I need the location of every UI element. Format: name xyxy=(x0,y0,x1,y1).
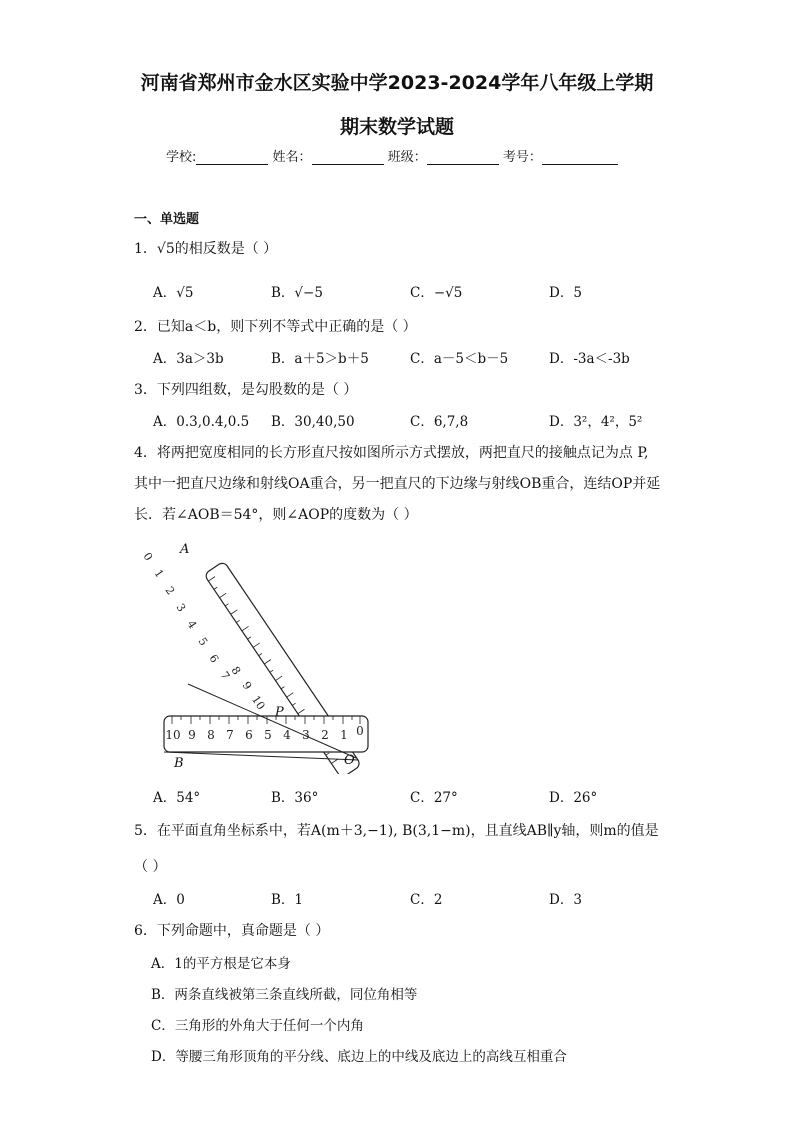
q5-option-a[interactable]: A．0 xyxy=(153,892,185,908)
sr-num-9: 9 xyxy=(239,679,255,693)
question-1-stem: 1．√5的相反数是（ ） xyxy=(134,241,278,257)
q1-option-d[interactable]: D．5 xyxy=(549,285,582,301)
hr-num-5: 5 xyxy=(264,728,272,742)
number-label: 考号： xyxy=(502,150,542,165)
sr-num-5: 5 xyxy=(195,635,211,649)
q3-option-b[interactable]: B．30,40,50 xyxy=(271,414,355,430)
q3-option-c[interactable]: C．6,7,8 xyxy=(410,414,469,430)
school-blank[interactable] xyxy=(196,151,268,165)
question-2-stem: 2．已知a＜b，则下列不等式中正确的是（ ） xyxy=(134,319,417,335)
sr-num-3: 3 xyxy=(173,601,189,615)
q6-option-d[interactable]: D．等腰三角形顶角的平分线、底边上的中线及底边上的高线互相重合 xyxy=(151,1049,567,1065)
hr-num-10: 10 xyxy=(165,728,181,742)
q2-option-c[interactable]: C．a－5＜b－5 xyxy=(410,351,509,367)
hr-num-4: 4 xyxy=(283,728,291,742)
sr-num-8: 8 xyxy=(228,664,244,678)
q1-option-b[interactable]: B．√−5 xyxy=(271,285,323,301)
question-5-stem-line1: 5．在平面直角坐标系中，若A(m＋3,−1), B(3,1−m)，且直线AB∥y轴，则m的值是 xyxy=(134,823,659,839)
q5-option-d[interactable]: D．3 xyxy=(549,892,582,908)
hr-num-6: 6 xyxy=(245,728,253,742)
q3-option-a[interactable]: A．0.3,0.4,0.5 xyxy=(153,414,250,430)
q1-option-c[interactable]: C．−√5 xyxy=(410,285,463,301)
hr-num-2: 2 xyxy=(321,728,329,742)
hr-num-9: 9 xyxy=(188,728,196,742)
q4-option-b[interactable]: B．36° xyxy=(271,790,319,806)
exam-title-line2: 期末数学试题 xyxy=(339,116,454,138)
exam-title-line1: 河南省郑州市金水区实验中学2023-2024学年八年级上学期 xyxy=(140,72,654,94)
sr-num-6: 6 xyxy=(206,652,222,666)
class-blank[interactable] xyxy=(427,151,499,165)
sr-num-4: 4 xyxy=(184,618,200,632)
point-label-p: P xyxy=(275,705,284,720)
sr-num-10: 10 xyxy=(248,693,268,713)
hr-num-1: 1 xyxy=(340,728,348,742)
name-blank[interactable] xyxy=(312,151,384,165)
q6-option-c[interactable]: C．三角形的外角大于任何一个内角 xyxy=(151,1018,364,1034)
q4-option-d[interactable]: D．26° xyxy=(549,790,598,806)
school-label: 学校: xyxy=(166,150,197,165)
q3-option-d[interactable]: D．3²，4²，5² xyxy=(549,414,643,430)
q6-option-a[interactable]: A．1的平方根是它本身 xyxy=(151,956,291,972)
question-3-stem: 3．下列四组数，是勾股数的是（ ） xyxy=(134,382,358,398)
question-4-stem-line3: 长．若∠AOB＝54°，则∠AOP的度数为（ ） xyxy=(134,507,418,523)
question-4-stem-line1: 4．将两把宽度相同的长方形直尺按如图所示方式摆放，两把直尺的接触点记为点 P, xyxy=(134,445,649,461)
q2-option-a[interactable]: A．3a＞3b xyxy=(153,351,224,367)
hr-num-7: 7 xyxy=(226,728,234,742)
sr-num-0: 0 xyxy=(140,550,156,564)
q4-option-c[interactable]: C．27° xyxy=(410,790,458,806)
name-label: 姓名： xyxy=(272,150,312,165)
question-4-stem-line2: 其中一把直尺边缘和射线OA重合，另一把直尺的下边缘与射线OB重合，连结OP并延 xyxy=(134,476,661,492)
hr-num-3: 3 xyxy=(302,728,310,742)
point-label-o: O xyxy=(344,753,355,768)
sr-num-1: 1 xyxy=(151,567,167,581)
number-blank[interactable] xyxy=(542,151,618,165)
sr-num-7: 7 xyxy=(217,669,233,683)
student-info-row xyxy=(166,146,618,165)
hr-num-0: 0 xyxy=(356,724,364,738)
point-label-b: B xyxy=(174,756,184,771)
section-heading: 一、单选题 xyxy=(134,212,200,227)
hr-num-8: 8 xyxy=(207,728,215,742)
sr-num-2: 2 xyxy=(162,584,178,598)
question-5-stem-line2: （ ） xyxy=(134,859,167,875)
q1-option-a[interactable]: A．√5 xyxy=(153,285,194,301)
q5-option-b[interactable]: B．1 xyxy=(271,892,304,908)
ruler-figure xyxy=(132,534,382,774)
q4-option-a[interactable]: A．54° xyxy=(153,790,201,806)
q2-option-d[interactable]: D．-3a＜-3b xyxy=(549,351,630,367)
class-label: 班级： xyxy=(387,150,427,165)
q2-option-b[interactable]: B．a＋5＞b＋5 xyxy=(271,351,369,367)
q5-option-c[interactable]: C．2 xyxy=(410,892,443,908)
point-label-a: A xyxy=(180,542,190,557)
q6-option-b[interactable]: B．两条直线被第三条直线所截，同位角相等 xyxy=(151,987,418,1003)
question-6-stem: 6．下列命题中，真命题是（ ） xyxy=(134,923,330,939)
